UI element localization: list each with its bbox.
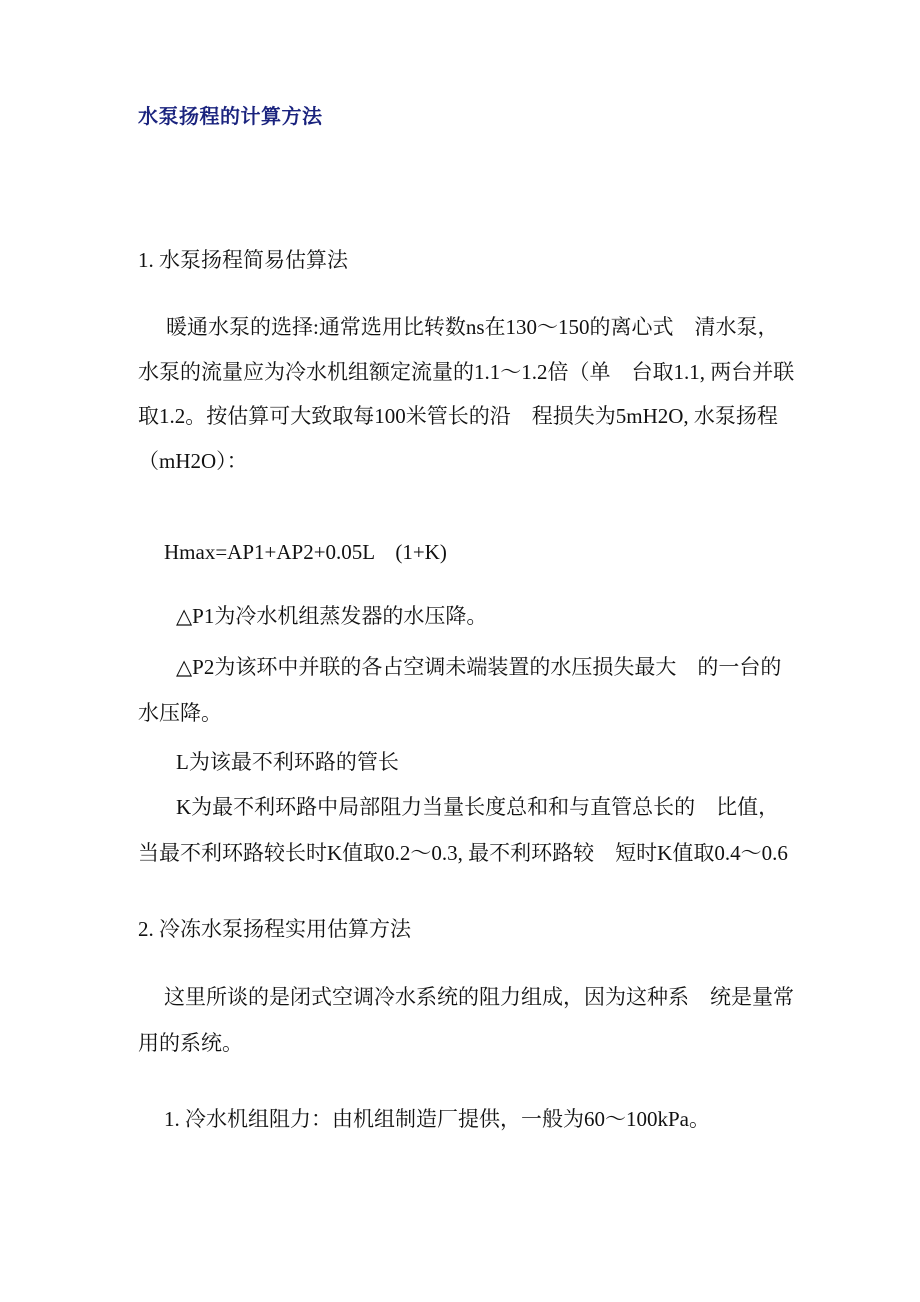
l-definition: L为该最不利环路的管长 xyxy=(176,750,399,774)
section1-intro-text: 暖通水泵的选择:通常选用比转数ns在130〜150的离心式 清水泵，水泵的流量应为冷水机组额定流量的1.1〜1.2倍（单 台取1.1, 两台并联取1.2。按估算可大致取每100米管长的沿 程损失为5mH2O, 水泵扬程（mH2O）： xyxy=(138,315,795,473)
p1-definition: △P1为冷水机组蒸发器的水压降。 xyxy=(176,604,488,628)
section2-item-1: 1. 冷水机组阻力：由机组制造厂提供，一般为60〜100kPa。 xyxy=(164,1107,710,1131)
head-formula: Hmax=AP1+AP2+0.05L (1+K) xyxy=(164,540,447,564)
document-title: 水泵扬程的计算方法 xyxy=(138,104,323,128)
p2-definition: △P2为该环中并联的各占空调未端装置的水压损失最大 的一台的水压降。 xyxy=(138,655,782,725)
section1-intro-paragraph xyxy=(138,305,798,483)
section2-intro-paragraph: 这里所谈的是闭式空调冷水系统的阻力组成，因为这种系 统是量常用的系统。 xyxy=(138,985,794,1055)
section-heading-2: 2. 冷冻水泵扬程实用估算方法 xyxy=(138,917,411,941)
k-definition: K为最不利环路中局部阻力当量长度总和和与直管总长的 比值，当最不利环路较长时K值取0.2〜0.3, 最不利环路较 短时K值取0.4〜0.6 xyxy=(138,795,788,865)
section-heading-1: 1. 水泵扬程简易估算法 xyxy=(138,248,348,272)
